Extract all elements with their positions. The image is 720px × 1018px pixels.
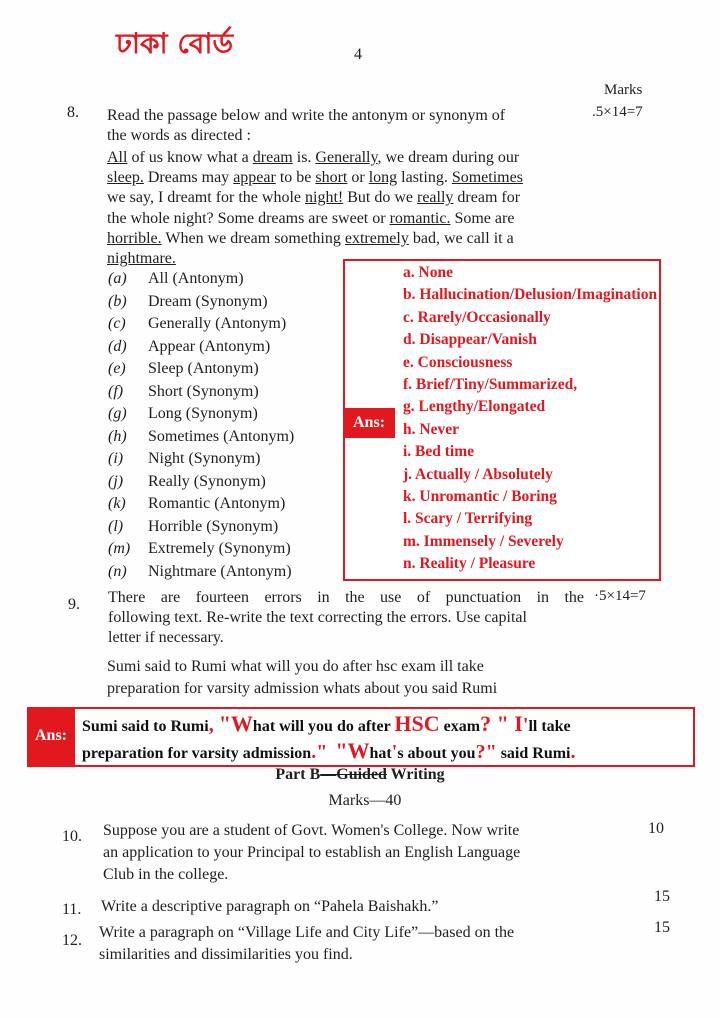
q12-text	[99, 922, 619, 966]
q8-item	[108, 381, 294, 404]
item-text: Romantic (Antonym)	[148, 495, 286, 512]
q8-answer-item: m. Immensely / Severely	[403, 532, 564, 550]
underlined-word: Sometimes	[451, 169, 523, 187]
passage-text: But do we	[343, 189, 417, 207]
passage-text: lasting.	[397, 169, 452, 187]
passage-text: of us know what a	[127, 149, 253, 166]
part-b-title-suffix: Writing	[386, 766, 445, 783]
passage-line	[107, 209, 579, 229]
passage-text: , we dream during our	[377, 149, 520, 166]
q8-item	[108, 471, 294, 494]
marks-heading: Marks	[604, 82, 643, 98]
page-number: 4	[354, 46, 362, 63]
passage-text: we say, I dreamt for the whole	[107, 189, 305, 207]
passage-text: Some are	[450, 209, 515, 227]
item-label: (d)	[108, 337, 127, 355]
passage-line	[107, 229, 579, 249]
q8-passage	[107, 148, 579, 269]
q10-line: Suppose you are a student of Govt. Women's College. Now write	[103, 822, 520, 839]
q12-line: Write a paragraph on “Village Life and City Life”—based on the	[99, 924, 515, 941]
underlined-word: Generally	[315, 149, 378, 166]
q9-instruction-line: There are fourteen errors in the use of punctuation in the	[108, 589, 584, 606]
item-text: Generally (Antonym)	[148, 315, 287, 332]
q9-text	[107, 656, 597, 700]
q8-answer-item: h. Never	[403, 420, 459, 438]
q8-answer-tag: Ans:	[343, 408, 395, 438]
q11-number: 11.	[62, 901, 82, 918]
q9-marks: ·5×14=7	[594, 588, 646, 604]
corrected-punctuation: ? " I	[480, 711, 523, 736]
q9-number: 9.	[68, 596, 80, 613]
item-text: Sometimes (Antonym)	[148, 427, 295, 445]
item-label: (l)	[108, 517, 124, 535]
q8-item	[108, 561, 294, 584]
q8-answer-item: a. None	[403, 264, 453, 281]
underlined-word: extremely	[344, 229, 409, 247]
item-label: (c)	[108, 315, 126, 332]
corrected-punctuation: ?"	[475, 741, 497, 763]
item-text: Sleep (Antonym)	[148, 360, 259, 377]
item-label: (f)	[108, 382, 124, 400]
underlined-word: appear	[233, 169, 276, 187]
q8-answer-list	[403, 262, 657, 575]
q9-answer-tag: Ans:	[27, 707, 75, 767]
answer-text: preparation for varsity admission	[82, 745, 312, 762]
q10-number: 10.	[62, 828, 82, 845]
q8-answer-item: b. Hallucination/Delusion/Imagination	[403, 286, 658, 304]
corrected-punctuation: ."	[311, 741, 328, 763]
item-label: (m)	[108, 540, 131, 557]
q10-line: Club in the college.	[103, 866, 229, 883]
passage-text: dream for	[453, 189, 521, 207]
q8-item	[108, 291, 294, 314]
q8-answer-item: i. Bed time	[403, 443, 475, 461]
q8-instruction	[107, 106, 505, 146]
q9-instruction-line: letter if necessary.	[108, 629, 224, 646]
item-label: (n)	[108, 562, 127, 580]
answer-text: hat will you do after	[252, 718, 395, 735]
q8-instruction-line: the words as directed :	[107, 127, 251, 144]
answer-text: ll take	[528, 718, 571, 735]
passage-text: the whole night? Some dreams are sweet or	[107, 209, 390, 227]
item-text: Nightmare (Antonym)	[148, 562, 292, 580]
answer-text: said Rumi	[496, 745, 571, 762]
q10-text	[103, 820, 623, 886]
passage-line	[107, 188, 579, 208]
answer-text: Sumi said to Rumi	[82, 718, 209, 735]
underlined-word: night!	[305, 189, 344, 207]
q8-answer-item: l. Scary / Terrifying	[403, 510, 533, 528]
q11-text	[101, 896, 601, 918]
corrected-punctuation: HSC	[394, 711, 440, 736]
q10-line: an application to your Principal to establish an English Language	[103, 844, 521, 861]
item-text: Long (Synonym)	[148, 405, 258, 422]
q8-answer-item: d. Disappear/Vanish	[403, 331, 537, 349]
underlined-word: dream	[252, 149, 293, 166]
item-text: Dream (Synonym)	[148, 292, 268, 310]
answer-text: s about you	[397, 745, 476, 762]
q9-instruction-line: following text. Re-write the text correcting the errors. Use capital	[108, 609, 527, 626]
q8-item	[108, 493, 294, 516]
item-text: Really (Synonym)	[148, 472, 266, 490]
q11-line: Write a descriptive paragraph on “Pahela Baishakh.”	[101, 898, 439, 915]
q8-answer-item: g. Lengthy/Elongated	[403, 398, 546, 416]
corrected-punctuation: .	[570, 741, 576, 763]
passage-line	[107, 168, 579, 188]
item-label: (i)	[108, 450, 124, 467]
q8-item	[108, 538, 294, 561]
passage-text: is.	[292, 149, 316, 166]
item-label: (g)	[108, 405, 127, 422]
underlined-word: sleep.	[107, 169, 144, 187]
q8-answer-item: k. Unromantic / Boring	[403, 487, 557, 505]
q9-instruction	[108, 588, 584, 648]
passage-line	[107, 148, 579, 168]
corrected-punctuation: ,	[208, 714, 219, 736]
passage-text: bad, we call it a	[408, 229, 514, 247]
part-b-title-sub: —Guided	[320, 766, 387, 783]
passage-text: Dreams may	[143, 169, 234, 187]
q8-item	[108, 516, 294, 539]
q8-answer-item: c. Rarely/Occasionally	[403, 308, 551, 326]
item-label: (k)	[108, 495, 126, 512]
q8-answer-item: n. Reality / Pleasure	[403, 555, 536, 573]
underlined-word: horrible.	[107, 229, 162, 247]
part-b-title: Part B	[275, 766, 321, 783]
passage-text: to be	[275, 169, 316, 187]
q9-text-line: Sumi said to Rumi what will you do after hsc exam ill take	[107, 658, 484, 675]
q8-item	[108, 403, 294, 426]
item-text: Extremely (Synonym)	[148, 540, 291, 557]
part-b-marks: Marks—40	[328, 792, 402, 809]
q10-marks: 10	[648, 820, 664, 837]
item-text: Appear (Antonym)	[148, 337, 271, 355]
q8-answer-item: j. Actually / Absolutely	[403, 465, 553, 483]
answer-text: exam	[439, 718, 481, 735]
item-label: (b)	[108, 292, 127, 310]
underlined-word: long	[368, 169, 398, 187]
underlined-word: All	[107, 149, 128, 166]
passage-text: When we dream something	[161, 229, 345, 247]
q8-item	[108, 426, 294, 449]
item-label: (a)	[108, 270, 127, 287]
corrected-punctuation: '	[522, 714, 529, 736]
item-text: Horrible (Synonym)	[148, 517, 279, 535]
q8-item	[108, 268, 294, 291]
q8-instruction-line: Read the passage below and write the antonym or synonym of	[107, 107, 506, 124]
board-title: ঢাকা বোর্ড	[116, 27, 234, 60]
q12-marks: 15	[654, 919, 670, 936]
underlined-word: short	[315, 169, 348, 187]
q12-line: similarities and dissimilarities you find.	[99, 946, 353, 963]
item-text: Night (Synonym)	[148, 450, 261, 467]
item-label: (h)	[108, 427, 127, 445]
q8-answer-item: f. Brief/Tiny/Summarized,	[403, 375, 578, 393]
q8-item	[108, 336, 294, 359]
underlined-word: really	[417, 189, 454, 207]
q8-item-list	[108, 268, 294, 583]
q8-number: 8.	[67, 104, 79, 121]
underlined-word: romantic.	[389, 209, 451, 227]
q8-answer-item: e. Consciousness	[403, 353, 513, 371]
item-label: (j)	[108, 472, 124, 490]
corrected-punctuation: "W	[335, 738, 370, 763]
q8-marks: .5×14=7	[592, 104, 643, 120]
q8-item	[108, 358, 294, 381]
item-label: (e)	[108, 360, 126, 377]
q11-marks: 15	[654, 888, 670, 905]
q8-item	[108, 448, 294, 471]
corrected-punctuation: "W	[218, 711, 253, 736]
q9-text-line: preparation for varsity admission whats about you said Rumi	[107, 680, 498, 697]
answer-text: hat	[369, 745, 392, 762]
passage-text: or	[347, 169, 369, 187]
q9-answer-text	[82, 712, 690, 766]
part-b-heading	[0, 766, 720, 784]
underlined-word: nightmare.	[107, 250, 176, 268]
item-text: All (Antonym)	[148, 270, 244, 287]
q12-number: 12.	[62, 932, 82, 949]
q8-item	[108, 313, 294, 336]
item-text: Short (Synonym)	[148, 382, 259, 400]
corrected-punctuation: '	[391, 741, 398, 763]
